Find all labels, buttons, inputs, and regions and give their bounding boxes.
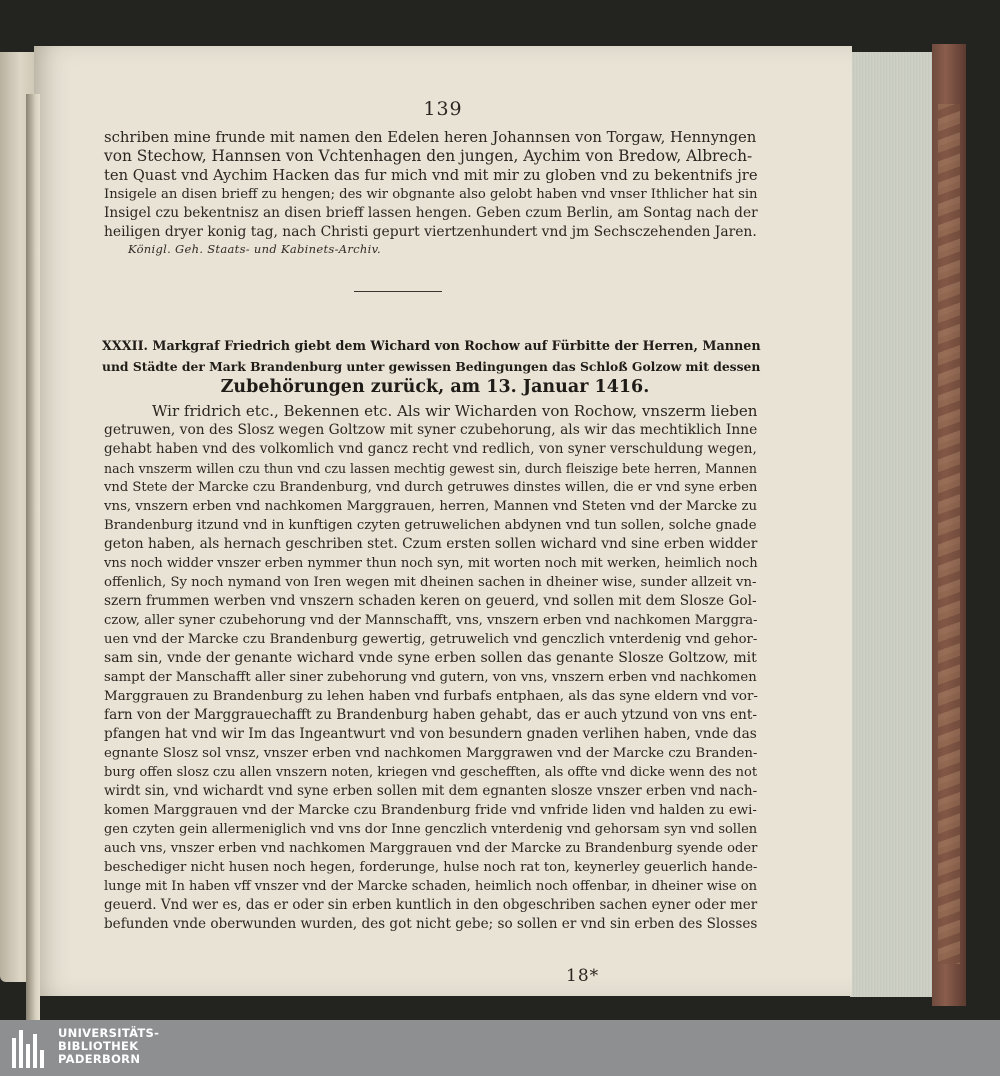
text-line: sam sin, vnde der genante wichard vnde syne erben sollen das genante Slosze Goltzow, mit — [104, 650, 757, 666]
text-line: uen vnd der Marcke czu Brandenburg gewertig, getruwelich vnd genczlich vnterdenig vnd gehor- — [104, 632, 758, 647]
text-line: lunge mit In haben vff vnszer vnd der Marcke schaden, heimlich noch offenbar, in dheiner wise on — [104, 879, 758, 894]
text-line: pfangen hat vnd wir Im das Ingeantwurt vnd von besundern gnaden verlihen haben, vnde das — [104, 726, 757, 742]
text-line: Marggrauen zu Brandenburg zu lehen haben vnd furbafs entphaen, als das syne eldern vnd vor- — [104, 689, 758, 704]
text-line: burg offen slosz czu allen vnszern noten, kriegen vnd geschefften, als offte vnd dicke wenn des not — [104, 765, 758, 780]
text-line: ten Quast vnd Aychim Hacken das fur mich vnd mit mir zu globen vnd zu bekentnifs jre — [104, 167, 758, 184]
text-line: geuerd. Vnd wer es, das er oder sin erben kuntlich in den obgeschriben sachen eyner oder mer — [104, 897, 758, 913]
logo-line: UNIVERSITÄTS- — [58, 1026, 160, 1040]
heading-line: XXXII. Markgraf Friedrich giebt dem Wichard von Rochow auf Fürbitte der Herren, Mannen — [102, 339, 761, 354]
page-number: 139 — [423, 98, 463, 120]
text-line: egnante Slosz sol vnsz, vnszer erben vnd nachkomen Marggrawen vnd der Marcke czu Branden- — [104, 746, 758, 761]
logo-line: PADERBORN — [58, 1052, 141, 1066]
signature-mark: 18* — [566, 966, 600, 986]
text-line: auch vns, vnszer erben vnd nachkomen Marggrauen vnd der Marcke zu Brandenburg syende oder — [104, 841, 758, 856]
text-line: Brandenburg itzund vnd in kunftigen czyten getruwelichen abdynen vnd tun sollen, solche gnade — [104, 518, 757, 533]
text-line: Wir fridrich etc., Bekennen etc. Als wir Wicharden von Rochow, vnszerm lieben — [152, 402, 758, 420]
text-line: getruwen, von des Slosz wegen Goltzow mit syner czubehorung, als wir das mechtiklich Inne — [104, 422, 758, 438]
text-line: vns noch widder vnszer erben nymmer thun noch syn, mit worten noch mit werken, heimlich noch — [104, 556, 758, 571]
text-line: Insigel czu bekentnisz an disen brieff lassen hengen. Geben czum Berlin, am Sontag nach der — [104, 205, 758, 221]
book-gutter — [26, 94, 40, 1034]
library-footer-bar — [0, 1020, 1000, 1076]
section-divider — [354, 291, 442, 292]
text-line: geton haben, als hernach geschriben stet. Czum ersten sollen wichard vnd sine erben widder — [104, 536, 758, 552]
text-line: farn von der Marggrauechafft zu Brandenburg haben gehabt, das er auch ytzund von vns ent- — [104, 707, 757, 723]
text-line: von Stechow, Hannsen von Vchtenhagen den jungen, Aychim von Bredow, Albrech- — [104, 147, 753, 165]
top-paragraph — [104, 128, 764, 242]
text-line: gehabt haben vnd des volkomlich vnd gancz recht vnd redlich, von syner verschuldung wegen, — [104, 441, 757, 457]
book-cover-edge — [932, 44, 966, 1006]
text-line: schriben mine frunde mit namen den Edelen heren Johannsen von Torgaw, Hennyngen — [104, 129, 757, 146]
text-line: beschediger nicht husen noch hegen, forderunge, hulse noch rat ton, keynerley geuerlich hande- — [104, 860, 758, 875]
heading-line: Zubehörungen zurück, am 13. Januar 1416. — [220, 377, 650, 397]
heading-line: und Städte der Mark Brandenburg unter gewissen Bedingungen das Schloß Golzow mit dessen — [102, 359, 761, 374]
text-line: czow, aller syner czubehorung vnd der Mannschafft, vns, vnszern erben vnd nachkomen Marggra- — [104, 613, 758, 628]
library-logo-text — [58, 1027, 159, 1066]
text-line: szern frummen werben vnd vnszern schaden keren on geuerd, vnd sollen mit dem Slosze Gol- — [104, 593, 757, 609]
text-line: sampt der Manschafft aller siner zubehorung vnd gutern, von vns, vnszern erben vnd nachkomen — [104, 670, 757, 685]
archive-source-note: Königl. Geh. Staats- und Kabinets-Archiv. — [128, 242, 381, 256]
text-line: komen Marggrauen vnd der Marcke czu Brandenburg fride vnd vnfride liden vnd halden zu ewi- — [104, 803, 757, 818]
body-paragraph — [104, 402, 764, 934]
text-line: nach vnszerm willen czu thun vnd czu lassen mechtig gewest sin, durch fleiszige bete herren, Mannen — [104, 461, 757, 476]
text-line: heiligen dryer konig tag, nach Christi gepurt viertzenhundert vnd jm Sechsczehenden Jaren. — [104, 224, 757, 240]
text-line: wirdt sin, vnd wichardt vnd syne erben sollen mit dem egnanten slosze vnszer erben vnd nach- — [104, 783, 758, 799]
text-line: gen czyten gein allermeniglich vnd vns dor Inne genczlich vnterdenig vnd gehorsam syn vnd sollen — [104, 822, 758, 837]
text-line: offenlich, Sy noch nymand von Iren wegen mit dheinen sachen in dheiner wise, sunder allzeit vn- — [104, 575, 757, 590]
library-logo-icon — [12, 1030, 52, 1068]
document-heading — [102, 337, 768, 397]
book-page — [34, 46, 852, 996]
text-line: vnd Stete der Marcke czu Brandenburg, vnd durch getruwes dinstes willen, die er vnd syne erben — [104, 480, 758, 495]
logo-line: BIBLIOTHEK — [58, 1039, 139, 1053]
text-line: befunden vnde oberwunden wurden, des got nicht gebe; so sollen er vnd sin erben des Slosses — [104, 916, 758, 932]
text-line: vns, vnszern erben vnd nachkomen Marggrauen, herren, Mannen vnd Steten vnd der Marcke zu — [104, 499, 758, 514]
text-line: Insigele an disen brieff zu hengen; des wir obgnante also gelobt haben vnd vnser Ithlicher hat sin — [104, 187, 758, 202]
page-block-edge — [850, 52, 942, 997]
